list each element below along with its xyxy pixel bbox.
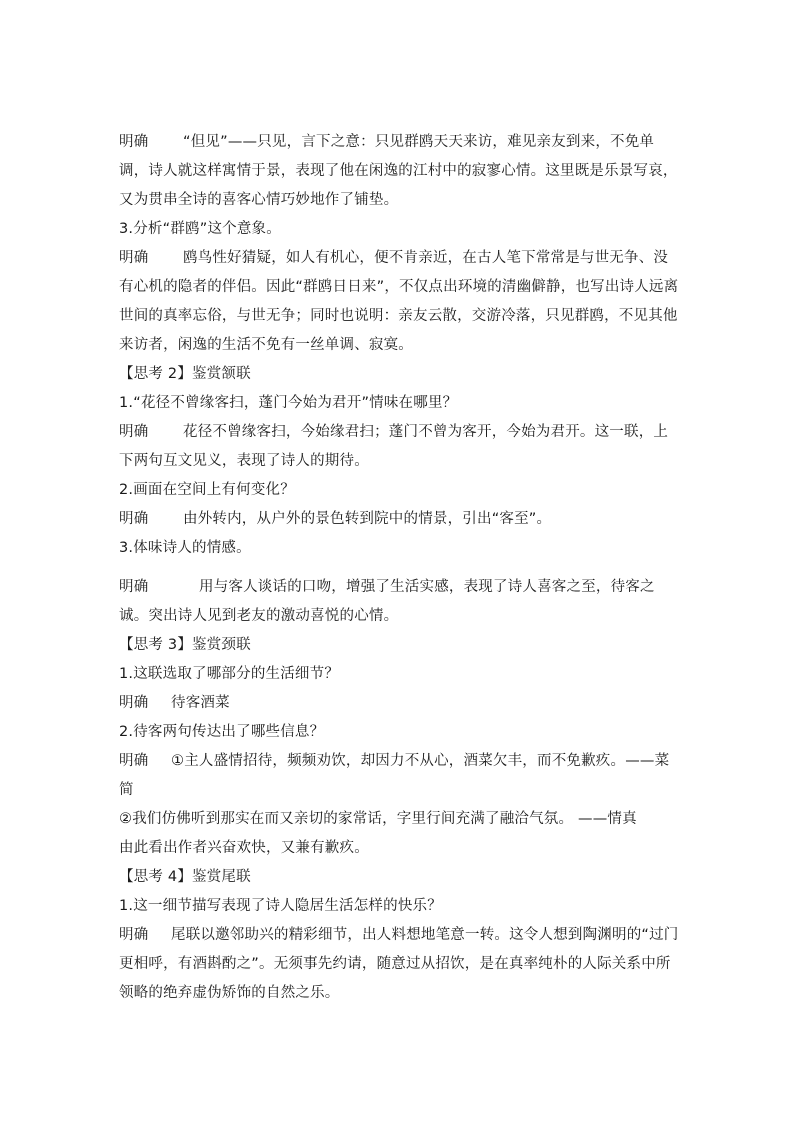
- answer-label: 明确: [119, 927, 149, 943]
- document-body: [119, 128, 679, 1008]
- answer-text: ①主人盛情招待，频频劝饮，却因力不从心，酒菜欠丰，而不免歉疚。——菜简: [119, 753, 670, 798]
- answer-label: 明确: [119, 579, 149, 595]
- question-heading: 3.体味诗人的情感。: [119, 540, 251, 556]
- question-heading: 1.这一细节描写表现了诗人隐居生活怎样的快乐？: [119, 898, 442, 914]
- answer-text: “但见”——只见，言下之意：只见群鸥天天来访，难见亲友到来，不免单调，诗人就这样寓情于景，表现了他在闲逸的江村中的寂寥心情。这里既是乐景写哀，又为贯串全诗的喜客心情巧妙地作了铺垫。: [119, 134, 678, 208]
- answer-paragraph: [119, 747, 679, 805]
- answer-text: 鸥鸟性好猜疑，如人有机心，便不肯亲近，在古人笔下常常是与世无争、没有心机的隐者的伴侣。因此“群鸥日日来”，不仅点出环境的清幽僻静，也写出诗人远离世间的真率忘俗，与世无争；同时也说明：亲友云散，交游冷落，只见群鸥，不见其他来访者，闲逸的生活不免有一丝单调、寂寞。: [119, 250, 679, 353]
- section-heading: 【思考 4】鉴赏尾联: [119, 869, 251, 885]
- answer-text: 由外转内，从户外的景色转到院中的情景，引出“客至”。: [183, 511, 552, 527]
- question-heading: 1.“花径不曾缘客扫，蓬门今始为君开”情味在哪里？: [119, 395, 458, 411]
- answer-paragraph: 由此看出作者兴奋欢快，又兼有歉疚。: [119, 840, 369, 856]
- answer-text: 花径不曾缘客扫，今始缘君扫；蓬门不曾为客开，今始为君开。这一联，上下两句互文见义，表现了诗人的期待。: [119, 424, 669, 469]
- answer-paragraph: [119, 418, 679, 476]
- answer-paragraph: [119, 689, 679, 718]
- answer-paragraph: [119, 505, 679, 534]
- answer-text: 用与客人谈话的口吻，增强了生活实感，表现了诗人喜客之至，待客之诚。突出诗人见到老友的激动喜悦的心情。: [119, 579, 655, 624]
- answer-paragraph: [119, 573, 679, 631]
- question-heading: 2.画面在空间上有何变化？: [119, 482, 295, 498]
- answer-label: 明确: [119, 134, 149, 150]
- section-heading: 【思考 3】鉴赏颈联: [119, 637, 251, 653]
- answer-label: 明确: [119, 753, 149, 769]
- answer-paragraph: [119, 128, 679, 215]
- answer-label: 明确: [119, 695, 149, 711]
- section-heading: 【思考 2】鉴赏颔联: [119, 366, 251, 382]
- spacer: [119, 563, 679, 573]
- question-heading: 1.这联选取了哪部分的生活细节？: [119, 666, 340, 682]
- answer-paragraph: [119, 921, 679, 1008]
- answer-text: 待客酒菜: [171, 695, 230, 711]
- question-heading: 3.分析“群鸥”这个意象。: [119, 221, 281, 237]
- answer-label: 明确: [119, 250, 149, 266]
- answer-label: 明确: [119, 511, 149, 527]
- answer-text: 尾联以邀邻助兴的精彩细节，出人料想地笔意一转。这令人想到陶渊明的“过门更相呼，有酒斟酌之”。无须事先约请，随意过从招饮，是在真率纯朴的人际关系中所领略的绝弃虚伪矫饰的自然之乐。: [119, 927, 679, 1001]
- answer-label: 明确: [119, 424, 149, 440]
- answer-paragraph: ②我们仿佛听到那实在而又亲切的家常话，字里行间充满了融洽气氛。 ——情真: [119, 811, 637, 827]
- question-heading: 2.待客两句传达出了哪些信息？: [119, 724, 325, 740]
- answer-paragraph: [119, 244, 679, 360]
